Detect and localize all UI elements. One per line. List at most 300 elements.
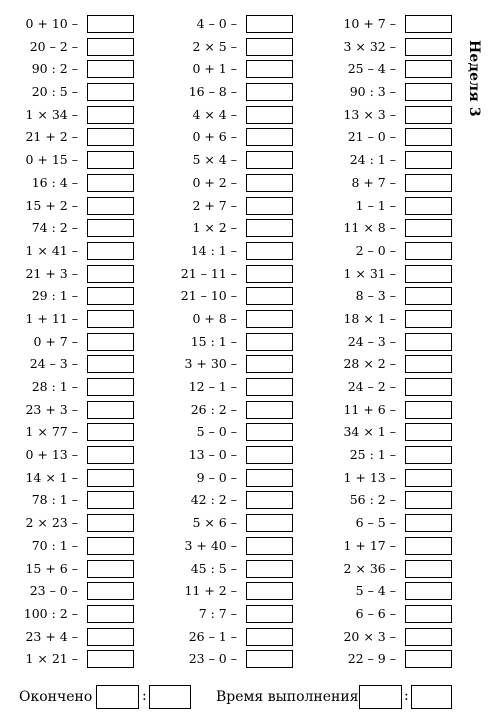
answer-box[interactable] [405, 174, 452, 192]
problem-expression-text: 28 × 2 [343, 356, 386, 372]
problem-row [0, 422, 134, 445]
problem-row [150, 105, 293, 128]
problem-expression [32, 379, 78, 395]
equals-dash: – [71, 651, 78, 667]
answer-box[interactable] [246, 197, 293, 215]
answer-box[interactable] [87, 628, 134, 646]
footer [0, 684, 488, 714]
problem-expression-text: 78 : 1 [31, 492, 68, 508]
finished-hours-box[interactable] [96, 685, 139, 709]
equals-dash: – [389, 605, 396, 621]
answer-box[interactable] [405, 197, 452, 215]
answer-box[interactable] [246, 491, 293, 509]
problem-expression-text: 24 – 2 [347, 379, 386, 394]
answer-box[interactable] [246, 38, 293, 56]
problem-expression-text: 21 – 11 [180, 265, 227, 281]
answer-box[interactable] [246, 582, 293, 600]
answer-box[interactable] [246, 560, 293, 578]
problem-expression-text: 4 – 0 [196, 16, 227, 31]
problem-expression-text: 21 – 10 [180, 288, 227, 304]
answer-box[interactable] [405, 605, 452, 623]
problem-row [150, 196, 293, 219]
problem-expression [192, 152, 237, 168]
problem-row [150, 513, 293, 536]
answer-box[interactable] [87, 310, 134, 328]
answer-box[interactable] [246, 605, 293, 623]
equals-dash: – [389, 583, 396, 599]
equals-dash: – [71, 560, 78, 576]
problem-expression-text: 16 – 8 [188, 84, 227, 100]
problem-expression-text: 15 + 2 [25, 197, 68, 213]
problem-column-2 [150, 14, 293, 672]
equals-dash: – [71, 628, 78, 644]
equals-dash: – [71, 152, 78, 168]
problem-expression [191, 334, 237, 350]
equals-dash: – [230, 288, 237, 304]
answer-box[interactable] [405, 491, 452, 509]
answer-box[interactable] [246, 333, 293, 351]
answer-box[interactable] [87, 469, 134, 487]
problem-row [310, 513, 452, 536]
answer-box[interactable] [246, 310, 293, 328]
problem-row [310, 82, 452, 105]
equals-dash: – [71, 38, 78, 54]
problem-expression-text: 14 : 1 [190, 242, 227, 258]
problem-expression-text: 70 : 1 [31, 537, 68, 553]
answer-box[interactable] [246, 83, 293, 101]
equals-dash: – [230, 515, 237, 531]
equals-dash: – [230, 401, 237, 417]
problem-expression-text: 74 : 2 [31, 220, 68, 236]
answer-box[interactable] [405, 333, 452, 351]
problem-expression-text: 0 + 8 [192, 310, 227, 326]
problem-row [0, 377, 134, 400]
problem-row [150, 173, 293, 196]
problem-expression [343, 402, 396, 418]
problem-row [0, 286, 134, 309]
problem-row [150, 82, 293, 105]
problem-expression [189, 379, 237, 395]
problem-expression [192, 311, 237, 327]
answer-box[interactable] [246, 355, 293, 373]
problem-row [310, 127, 452, 150]
problem-row [150, 218, 293, 241]
problem-row [0, 513, 134, 536]
problem-expression-text: 6 – 5 [355, 515, 386, 531]
answer-box[interactable] [246, 469, 293, 487]
answer-box[interactable] [246, 650, 293, 668]
problem-row [150, 581, 293, 604]
answer-box[interactable] [87, 401, 134, 419]
problem-expression-text: 42 : 2 [190, 492, 227, 508]
problem-expression-text: 16 : 4 [31, 174, 68, 190]
answer-box[interactable] [87, 15, 134, 33]
equals-dash: – [71, 537, 78, 553]
problem-expression-text: 45 : 5 [190, 560, 227, 576]
problem-expression [343, 266, 396, 282]
answer-box[interactable] [405, 60, 452, 78]
problem-expression [32, 288, 78, 304]
answer-box[interactable] [405, 38, 452, 56]
duration-hours-box[interactable] [359, 685, 402, 709]
answer-box[interactable] [246, 15, 293, 33]
problem-expression [191, 492, 237, 508]
problem-row [310, 354, 452, 377]
problem-row [310, 150, 452, 173]
answer-box[interactable] [87, 219, 134, 237]
answer-box[interactable] [405, 537, 452, 555]
equals-dash: – [230, 469, 237, 485]
problem-row [150, 377, 293, 400]
equals-dash: – [71, 61, 78, 77]
equals-dash: – [230, 106, 237, 122]
problem-row [310, 490, 452, 513]
answer-box[interactable] [405, 514, 452, 532]
answer-box[interactable] [87, 128, 134, 146]
equals-dash: – [71, 515, 78, 531]
problem-expression-text: 3 + 40 [184, 537, 227, 553]
answer-box[interactable] [405, 310, 452, 328]
problem-row [0, 445, 134, 468]
equals-dash: – [71, 424, 78, 440]
problem-expression-text: 34 × 1 [343, 424, 386, 440]
equals-dash: – [389, 84, 396, 100]
answer-box[interactable] [87, 537, 134, 555]
problem-expression-text: 2 × 5 [192, 38, 227, 54]
answer-box[interactable] [246, 265, 293, 283]
answer-box[interactable] [246, 151, 293, 169]
problem-expression-text: 0 + 1 [192, 61, 227, 77]
problem-expression [25, 561, 78, 577]
problem-row [150, 37, 293, 60]
problem-expression-text: 10 + 7 [343, 16, 386, 31]
problem-expression-text: 1 + 17 [343, 537, 386, 553]
answer-box[interactable] [246, 242, 293, 260]
problem-row [0, 309, 134, 332]
problem-expression [25, 198, 78, 214]
problem-row [310, 286, 452, 309]
week-title: Неделя 3 [466, 40, 482, 117]
answer-box[interactable] [405, 650, 452, 668]
answer-box[interactable] [246, 401, 293, 419]
equals-dash: – [389, 560, 396, 576]
problem-expression [181, 288, 237, 304]
answer-box[interactable] [87, 60, 134, 78]
equals-dash: – [71, 220, 78, 236]
problem-expression [32, 175, 78, 191]
equals-dash: – [230, 356, 237, 372]
problem-row [150, 286, 293, 309]
problem-expression [356, 243, 396, 259]
problem-expression [356, 288, 396, 304]
problem-row [0, 173, 134, 196]
answer-box[interactable] [405, 423, 452, 441]
problem-row [150, 490, 293, 513]
answer-box[interactable] [246, 378, 293, 396]
answer-box[interactable] [87, 582, 134, 600]
problem-row [310, 627, 452, 650]
problem-expression-text: 1 × 21 [25, 651, 68, 667]
finished-label: Окончено [19, 689, 93, 705]
problem-row [150, 627, 293, 650]
answer-box[interactable] [405, 106, 452, 124]
equals-dash: – [389, 333, 396, 349]
problem-row [310, 105, 452, 128]
equals-dash: – [230, 537, 237, 553]
answer-box[interactable] [87, 38, 134, 56]
equals-dash: – [71, 379, 78, 394]
problem-expression [192, 198, 237, 214]
equals-dash: – [230, 220, 237, 236]
finished-separator: : [142, 688, 147, 704]
problem-expression [356, 198, 396, 214]
equals-dash: – [389, 469, 396, 485]
answer-box[interactable] [246, 628, 293, 646]
equals-dash: – [71, 469, 78, 485]
problem-expression [192, 515, 237, 531]
problem-expression [356, 606, 396, 622]
equals-dash: – [389, 651, 396, 667]
answer-box[interactable] [405, 469, 452, 487]
equals-dash: – [230, 242, 237, 258]
problem-row [0, 490, 134, 513]
answer-box[interactable] [87, 151, 134, 169]
problem-expression [343, 311, 396, 327]
problem-expression [25, 266, 78, 282]
problem-expression-text: 56 : 2 [349, 492, 386, 508]
answer-box[interactable] [246, 219, 293, 237]
problem-expression-text: 11 × 8 [343, 220, 386, 236]
problem-expression [197, 424, 237, 440]
problem-expression-text: 28 : 1 [31, 379, 68, 394]
answer-box[interactable] [87, 242, 134, 260]
answer-box[interactable] [87, 287, 134, 305]
answer-box[interactable] [405, 355, 452, 373]
equals-dash: – [230, 16, 237, 31]
equals-dash: – [71, 333, 78, 349]
problem-row [150, 445, 293, 468]
problem-expression [191, 402, 237, 418]
problem-expression [192, 129, 237, 145]
problem-expression [25, 651, 78, 667]
problem-expression [343, 538, 396, 554]
problem-expression [25, 629, 78, 645]
problem-expression [356, 583, 396, 599]
problem-expression-text: 13 – 0 [188, 447, 227, 463]
equals-dash: – [389, 38, 396, 54]
equals-dash: – [230, 38, 237, 54]
answer-box[interactable] [87, 333, 134, 351]
problem-expression [32, 220, 78, 236]
answer-box[interactable] [87, 378, 134, 396]
problem-expression-text: 2 × 23 [25, 515, 68, 531]
problem-expression-text: 20 × 3 [343, 628, 386, 644]
equals-dash: – [389, 174, 396, 190]
equals-dash: – [71, 605, 78, 621]
answer-box[interactable] [405, 446, 452, 464]
answer-box[interactable] [246, 514, 293, 532]
answer-box[interactable] [405, 83, 452, 101]
answer-box[interactable] [87, 514, 134, 532]
answer-box[interactable] [87, 174, 134, 192]
problem-expression [25, 152, 78, 168]
answer-box[interactable] [87, 83, 134, 101]
problem-expression [30, 356, 78, 372]
problem-expression-text: 23 + 4 [25, 628, 68, 644]
answer-box[interactable] [405, 582, 452, 600]
problem-row [310, 559, 452, 582]
equals-dash: – [230, 265, 237, 281]
problem-row [0, 354, 134, 377]
problem-expression [192, 39, 237, 55]
problem-row [310, 241, 452, 264]
equals-dash: – [230, 61, 237, 77]
equals-dash: – [389, 129, 396, 145]
answer-box[interactable] [87, 650, 134, 668]
equals-dash: – [389, 106, 396, 122]
answer-box[interactable] [405, 401, 452, 419]
problem-expression-text: 15 : 1 [190, 333, 227, 349]
answer-box[interactable] [246, 537, 293, 555]
problem-expression [343, 39, 396, 55]
problem-expression-text: 24 – 3 [347, 333, 386, 349]
problem-expression-text: 100 : 2 [23, 605, 68, 621]
problem-row [310, 581, 452, 604]
problem-row [0, 400, 134, 423]
equals-dash: – [230, 651, 237, 667]
problem-expression [343, 561, 396, 577]
problem-expression [32, 84, 78, 100]
answer-box[interactable] [246, 287, 293, 305]
answer-box[interactable] [246, 106, 293, 124]
problem-expression [350, 492, 396, 508]
problem-expression-text: 0 + 13 [25, 447, 68, 463]
problem-row [0, 604, 134, 627]
problem-expression [350, 152, 396, 168]
problem-expression [30, 583, 78, 599]
duration-minutes-box[interactable] [411, 685, 452, 709]
equals-dash: – [230, 310, 237, 326]
problem-row [310, 649, 452, 672]
answer-box[interactable] [405, 219, 452, 237]
problem-expression [32, 492, 78, 508]
problem-expression [197, 470, 237, 486]
problem-expression [199, 606, 237, 622]
equals-dash: – [389, 310, 396, 326]
problem-expression [348, 379, 396, 395]
answer-box[interactable] [405, 560, 452, 578]
problem-row [310, 173, 452, 196]
problem-expression [184, 538, 237, 554]
answer-box[interactable] [87, 491, 134, 509]
problem-expression [25, 447, 78, 463]
duration-separator: : [404, 688, 409, 704]
answer-box[interactable] [405, 151, 452, 169]
answer-box[interactable] [405, 242, 452, 260]
problem-expression-text: 1 × 31 [343, 265, 386, 281]
problem-row [150, 400, 293, 423]
problem-expression-text: 21 + 3 [25, 265, 68, 281]
problem-expression-text: 29 : 1 [31, 288, 68, 304]
problem-expression-text: 3 + 30 [184, 356, 227, 372]
equals-dash: – [230, 605, 237, 621]
answer-box[interactable] [87, 605, 134, 623]
problem-expression-text: 25 – 4 [347, 61, 386, 77]
problem-expression-text: 0 + 7 [33, 333, 68, 349]
answer-box[interactable] [87, 560, 134, 578]
answer-box[interactable] [405, 628, 452, 646]
answer-box[interactable] [405, 15, 452, 33]
problem-row [150, 468, 293, 491]
problem-expression [343, 107, 396, 123]
problem-expression [25, 515, 78, 531]
finished-minutes-box[interactable] [149, 685, 191, 709]
problem-row [150, 422, 293, 445]
problem-expression-text: 0 + 6 [192, 129, 227, 145]
equals-dash: – [230, 333, 237, 349]
problem-expression [197, 16, 237, 32]
answer-box[interactable] [87, 197, 134, 215]
equals-dash: – [230, 560, 237, 576]
answer-box[interactable] [405, 287, 452, 305]
problem-expression-text: 0 + 15 [25, 152, 68, 168]
answer-box[interactable] [246, 174, 293, 192]
problem-row [310, 37, 452, 60]
problem-expression [343, 356, 396, 372]
problem-expression-text: 90 : 3 [349, 84, 386, 100]
equals-dash: – [389, 492, 396, 508]
answer-box[interactable] [405, 265, 452, 283]
answer-box[interactable] [87, 355, 134, 373]
problem-expression-text: 90 : 2 [31, 61, 68, 77]
answer-box[interactable] [405, 378, 452, 396]
equals-dash: – [71, 401, 78, 417]
equals-dash: – [230, 628, 237, 644]
problem-expression-text: 2 + 7 [192, 197, 227, 213]
answer-box[interactable] [246, 446, 293, 464]
equals-dash: – [389, 152, 396, 168]
problem-expression-text: 11 + 2 [184, 583, 227, 599]
equals-dash: – [389, 515, 396, 531]
problem-expression-text: 2 × 36 [343, 560, 386, 576]
problem-row [310, 218, 452, 241]
equals-dash: – [230, 379, 237, 394]
answer-box[interactable] [246, 423, 293, 441]
equals-dash: – [71, 310, 78, 326]
problem-row [0, 649, 134, 672]
problem-expression [25, 311, 78, 327]
answer-box[interactable] [87, 446, 134, 464]
equals-dash: – [389, 197, 396, 213]
answer-box[interactable] [246, 128, 293, 146]
equals-dash: – [389, 447, 396, 463]
problem-expression [343, 470, 396, 486]
equals-dash: – [71, 447, 78, 463]
problem-row [150, 59, 293, 82]
answer-box[interactable] [246, 60, 293, 78]
problem-expression [181, 266, 237, 282]
answer-box[interactable] [87, 106, 134, 124]
answer-box[interactable] [87, 423, 134, 441]
equals-dash: – [230, 492, 237, 508]
answer-box[interactable] [87, 265, 134, 283]
problem-expression [25, 129, 78, 145]
problem-row [0, 627, 134, 650]
problem-expression-text: 1 × 2 [192, 220, 227, 236]
answer-box[interactable] [405, 128, 452, 146]
problem-expression [350, 84, 396, 100]
problem-expression-text: 23 – 0 [29, 583, 68, 599]
